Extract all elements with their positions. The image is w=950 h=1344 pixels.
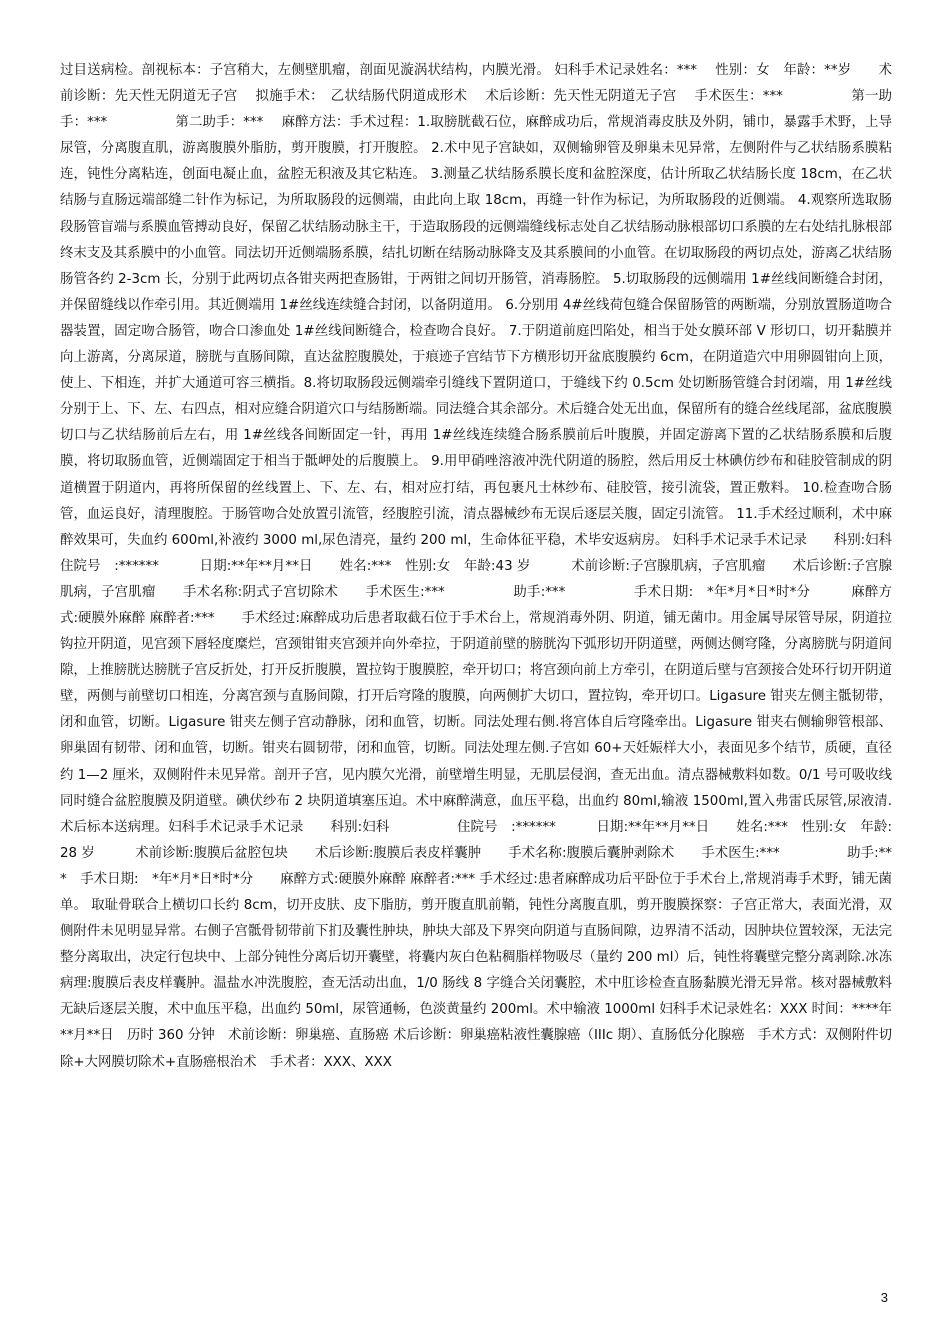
- surgical-records-text: 过目送病检。剖视标本：子宫稍大，左侧壁肌瘤，剖面见漩涡状结构，内膜光滑。 妇科手术记录姓名：*** 性别：女 年龄：**岁 术前诊断：先天性无阴道无子宫 拟施手术： 乙状结肠代阴道成形术 术后诊断：先天性无阴道无子宫 手术医生：*** 第一助手：*** 第二助手：*** 麻醉方法：手术过程：1.取膀胱截石位，麻醉成功后，常规消毒皮肤及外阴，铺巾，暴露手术野，上导尿管，分离腹直肌，游离腹膜外脂肪，剪开腹膜，打开腹腔。 2.术中见子宫缺如，双侧输卵管及卵巢未见异常，左侧附件与乙状结肠系膜粘连，钝性分离粘连，创面电凝止血，盆腔无积液及其它粘连。 3.测量乙状结肠系膜长度和盆腔深度，估计所取乙状结肠长度 18cm，在乙状结肠与直肠远端部缝二针作为标记，为所取肠段的远侧端，由此向上取 18cm，再缝一针作为标记，为所取肠段的近侧端。 4.观察所选取肠段肠管盲端与系膜血管搏动良好，保留乙状结肠动脉主干，于造取肠段的远侧端缝线标志处自乙状结肠动脉根部切口系膜的左右处结扎脉根部终末支及其系膜中的小血管。同法切开近侧端肠系膜，结扎切断在结肠动脉降支及其系膜间的小血管。在切取肠段的两切点处，游离乙状结肠肠管各约 2-3cm 长，分别于此两切点各钳夹两把查肠钳，于两钳之间切开肠管，消毒肠腔。 5.切取肠段的远侧端用 1#丝线间断缝合封闭，并保留缝线以作牵引用。其近侧端用 1#丝线连续缝合封闭，以备阴道用。 6.分别用 4#丝线荷包缝合保留肠管的两断端，分别放置肠道吻合器装置，固定吻合肠管，吻合口渗血处 1#丝线间断缝合，检查吻合良好。 7.于阴道前庭凹陷处，相当于处女膜环部 V 形切口，切开黏膜并向上游离，分离尿道，膀胱与直肠间隙，直达盆腔腹膜处，于痕迹子宫结节下方横形切开盆底腹膜约 6cm，在阴道造穴中用卵圆钳向上顶，使上、下相连，并扩大通道可容三横指。8.将切取肠段远侧端牵引缝线下置阴道口，于缝线下约 0.5cm 处切断肠管缝合封闭端，用 1#丝线分别于上、下、左、右四点，相对应缝合阴道穴口与结肠断端。同法缝合其余部分。术后缝合处无出血，保留所有的缝合丝线尾部，盆底腹膜切口与乙状结肠前后左右，用 1#丝线各间断固定一针，再用 1#丝线连续缝合肠系膜前后叶腹膜，并固定游离下置的乙状结肠系膜和后腹膜，将切取肠血管，近侧端固定于相当于骶岬处的后腹膜上。 9.用甲硝唑溶液冲洗代阴道的肠腔，然后用反士林碘仿纱布和硅胶管制成的阴道横置于阴道内，再将所保留的丝线置上、下、左、右，相对应打结，再包裹凡士林纱布、硅胶管，接引流袋，置正敷料。 10.检查吻合肠管，血运良好，清理腹腔。于肠管吻合处放置引流管，经腹腔引流，清点器械纱布无误后逐层关腹，固定引流管。 11.手术经过顺利，术中麻醉效果可，失血约 600ml,补液约 3000 ml,尿色清亮，量约 200 ml，生命体征平稳，术毕安返病房。 妇科手术记录手术记录 科别:妇科 住院号 :****** 日期:**年**月**日 姓名:*** 性别:女 年龄:43 岁 术前诊断:子宫腺肌病，子宫肌瘤 术后诊断:子宫腺肌病，子宫肌瘤 手术名称:阴式子宫切除术 手术医生:*** 助手:*** 手术日期: *年*月*日*时*分 麻醉方式:硬膜外麻醉 麻醉者:*** 手术经过:麻醉成功后患者取截石位于手术台上，常规消毒外阴、阴道，铺无菌巾。用金属导尿管导尿，阴道拉钩拉开阴道，见宫颈下唇轻度糜烂，宫颈钳钳夹宫颈并向外牵拉，于阴道前壁的膀胱沟下弧形切开阴道壁，两侧达侧穹隆，分离膀胱与阴道间隙，上推膀胱达膀胱子宫反折处，打开反折腹膜，置拉钩于腹膜腔，牵开切口；将宫颈向前上方牵引，在阴道后壁与宫颈接合处环行切开阴道壁，两侧与前壁切口相连，分离宫颈与直肠间隙，打开后穹隆的腹膜，向两侧扩大切口，置拉钩，牵开切口。Ligasure 钳夹左侧主骶韧带，闭和血管，切断。Ligasure 钳夹左侧子宫动静脉，闭和血管，切断。同法处理右侧.将宫体自后穹隆牵出。Ligasure 钳夹右侧输卵管根部、卵巢固有韧带、闭和血管，切断。钳夹右圆韧带，闭和血管，切断。同法处理左侧.子宫如 60+天妊娠样大小，表面见多个结节，质硬，直径约 1—2 厘米，双侧附件未见异常。剖开子宫，见内膜欠光滑，前壁增生明显，无肌层侵润，查无出血。清点器械敷料如数。0/1 号可吸收线同时缝合盆腔腹膜及阴道壁。碘伏纱布 2 块阴道填塞压迫。术中麻醉满意，血压平稳，出血约 80ml,输液 1500ml,置入弗雷氏尿管,尿液清.术后标本送病理。妇科手术记录手术记录 科别:妇科 住院号 :****** 日期:**年**月**日 姓名:*** 性别:女 年龄:28 岁 术前诊断:腹膜后盆腔包块 术后诊断:腹膜后表皮样囊肿 手术名称:腹膜后囊肿剥除术 手术医生:*** 助手:*** 手术日期: *年*月*日*时*分 麻醉方式:硬膜外麻醉 麻醉者:*** 手术经过:患者麻醉成功后平卧位于手术台上,常规消毒手术野，铺无菌单。 取耻骨联合上横切口长约 8cm，切开皮肤、皮下脂肪，剪开腹直肌前鞘，钝性分离腹直肌，剪开腹膜探察：子宫正常大，表面光滑，双侧附件未见明显异常。右侧子宫骶骨韧带前下扪及囊性肿块，肿块大部及下界突向阴道与直肠间隙，边界清不活动，因肿块位置较深，无法完整分离取出，决定行包块中、上部分钝性分离后切开囊壁，将囊内灰白色粘稠脂样物吸尽（量约 200 ml）后，钝性将囊壁完整分离剥除.冰冻病理:腹膜后表皮样囊肿。温盐水冲洗腹腔，查无活动出血，1/0 肠线 8 字缝合关闭囊腔，术中肛诊检查直肠黏膜光滑无异常。核对器械敷料无缺后逐层关腹，术中血压平稳，出血约 50ml，尿管通畅，色淡黄量约 200ml。术中输液 1000ml 妇科手术记录姓名：XXX 时间：****年**月**日 历时 360 分钟 术前诊断：卵巢癌、直肠癌 术后诊断：卵巢癌粘液性囊腺癌（IIIc 期）、直肠低分化腺癌 手术方式：双侧附件切除+大网膜切除术+直肠癌根治术 手术者：XXX、XXX: [60, 63, 946, 1070]
- page-number: 3: [880, 1290, 888, 1305]
- document-body: [60, 58, 946, 1076]
